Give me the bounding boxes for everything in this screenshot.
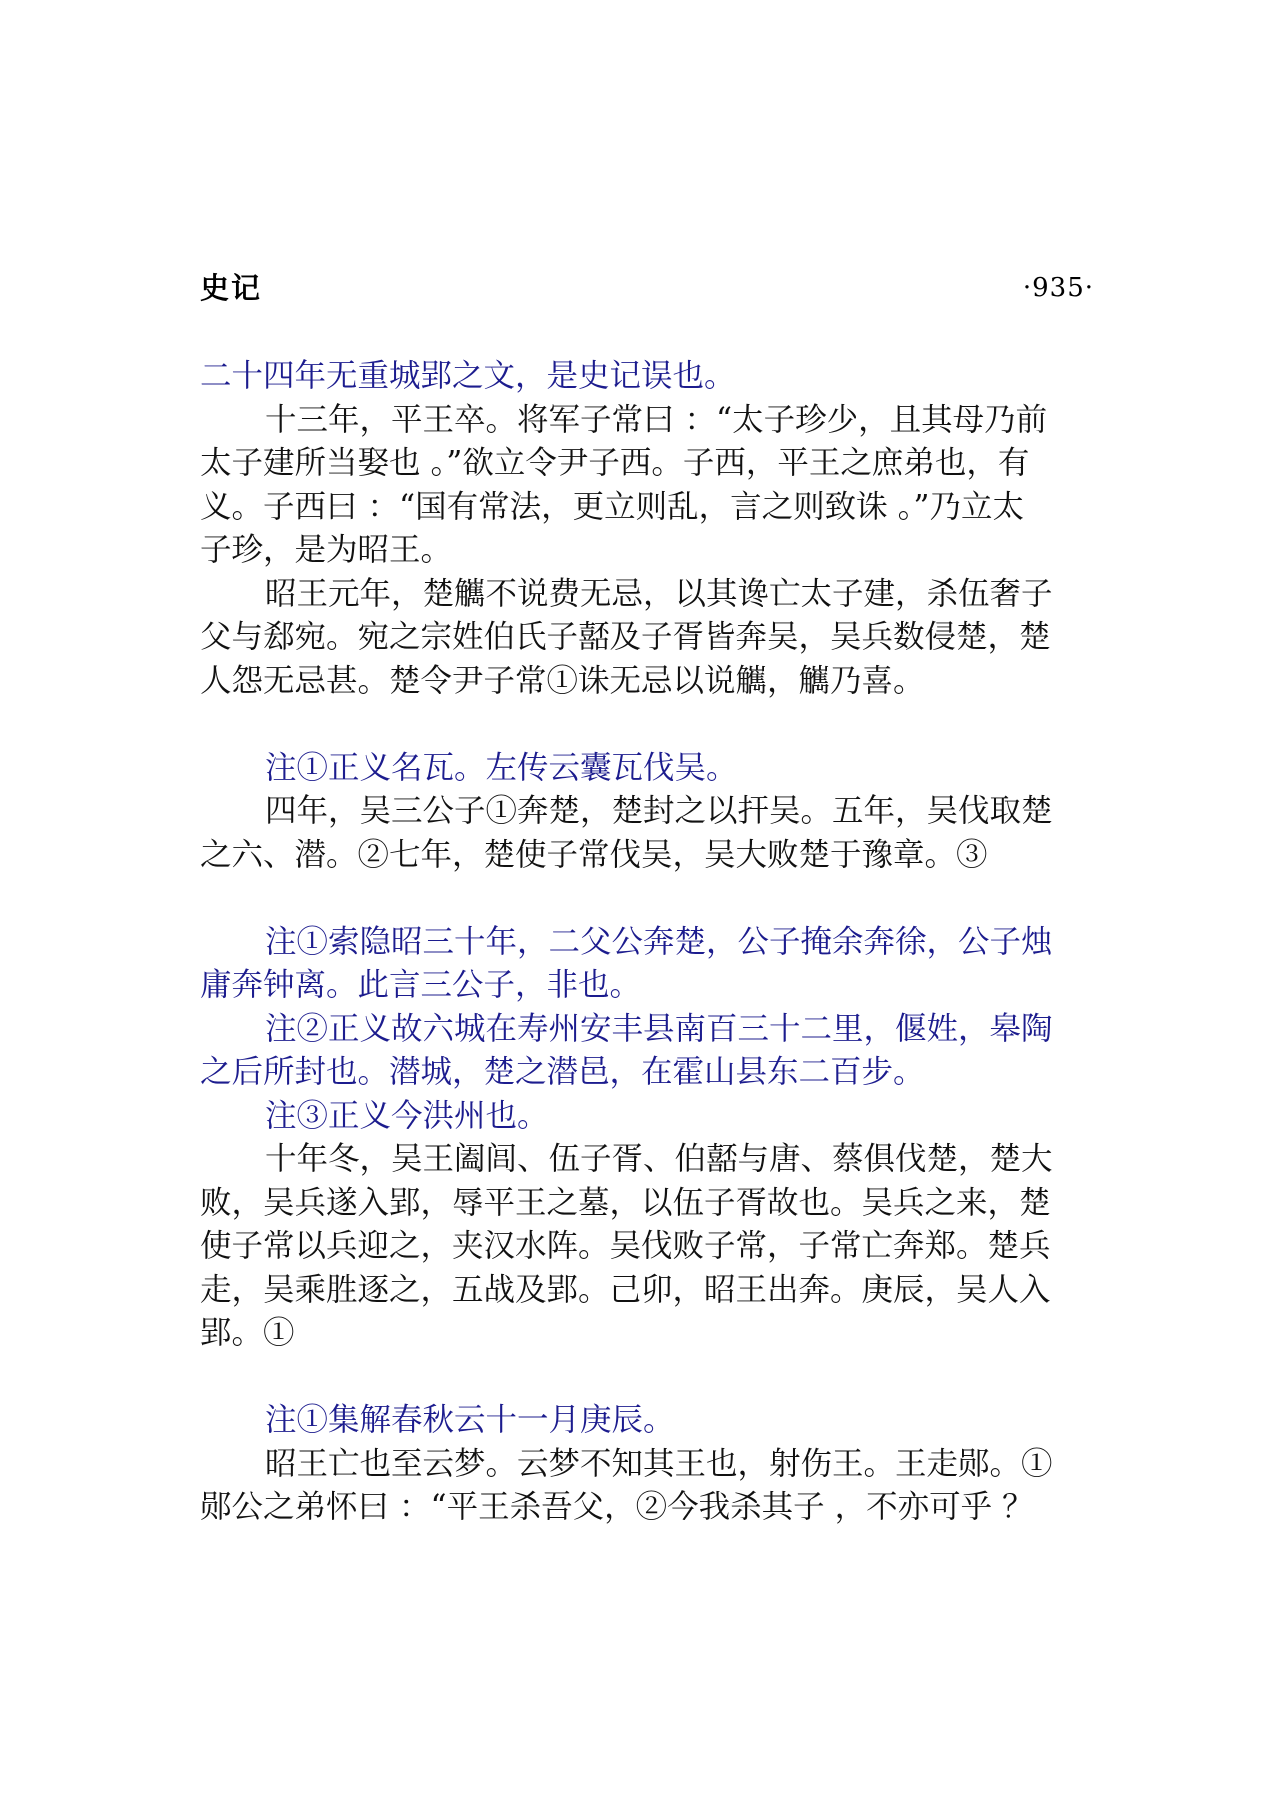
text-line: 太子建所当娶也 。”欲立令尹子西。子西，平王之庶弟也，有 (200, 445, 1030, 481)
page-number: ·935· (1022, 273, 1094, 303)
text-line: 义。子西曰 ：“国有常法，更立则乱，言之则致诛 。”乃立太 (200, 488, 1024, 525)
text-line: 十年冬，吴王阖闾、伍子胥、伯嚭与唐、蔡俱伐楚，楚大 (265, 1141, 1053, 1177)
text-line: 使子常以兵迎之，夹汉水阵。吴伐败子常，子常亡奔郑。楚兵 (200, 1228, 1051, 1264)
page-header (200, 268, 1094, 308)
note-line: 注①索隐昭三十年，二父公奔楚，公子掩余奔徐，公子烛 (265, 923, 1053, 960)
blank-line (200, 877, 1094, 921)
book-title: 史记 (200, 271, 263, 305)
text-line: 走，吴乘胜逐之，五战及郢。己卯，昭王出奔。庚辰，吴人入 (200, 1271, 1051, 1308)
blank-line (200, 1356, 1094, 1400)
text-line: 败，吴兵遂入郢，辱平王之墓，以伍子胥故也。吴兵之来，楚 (200, 1184, 1051, 1221)
text-line: 郢。① (200, 1315, 295, 1351)
note-line: 注③正义今洪州也。 (265, 1097, 549, 1134)
text-line: 人怨无忌甚。楚令尹子常①诛无忌以说觽，觽乃喜。 (200, 662, 925, 699)
text-line: 十三年，平王卒。将军子常曰 ：“太子珍少，且其母乃前 (265, 401, 1048, 438)
text-line: 郧公之弟怀曰 ：“平王杀吾父，②今我杀其子 ，不亦可乎 ？ (200, 1489, 1034, 1525)
text-line: 之六、潜。②七年，楚使子常伐吴，吴大败楚于豫章。③ (200, 836, 988, 873)
text-line: 昭王亡也至云梦。云梦不知其王也，射伤王。王走郧。① (265, 1445, 1053, 1482)
note-line: 注②正义故六城在寿州安丰县南百三十二里，偃姓，皋陶 (265, 1010, 1053, 1047)
text-line: 父与郄宛。宛之宗姓伯氏子嚭及子胥皆奔吴，吴兵数侵楚，楚 (200, 619, 1051, 655)
text-line: 四年，吴三公子①奔楚，楚封之以扞吴。五年，吴伐取楚 (265, 793, 1053, 829)
text-line: 子珍，是为昭王。 (200, 532, 453, 568)
blank-line (200, 703, 1094, 747)
note-line: 庸奔钟离。此言三公子，非也。 (200, 967, 642, 1003)
note-line: 注①正义名瓦。左传云囊瓦伐吴。 (265, 749, 738, 786)
page-body (200, 355, 1094, 1530)
text-line: 二十四年无重城郢之文，是史记误也。 (200, 358, 736, 394)
text-line: 昭王元年，楚觽不说费无忌，以其谗亡太子建，杀伍奢子 (265, 575, 1053, 612)
note-line: 之后所封也。潜城，楚之潜邑，在霍山县东二百步。 (200, 1054, 925, 1090)
note-line: 注①集解春秋云十一月庚辰。 (265, 1402, 675, 1438)
